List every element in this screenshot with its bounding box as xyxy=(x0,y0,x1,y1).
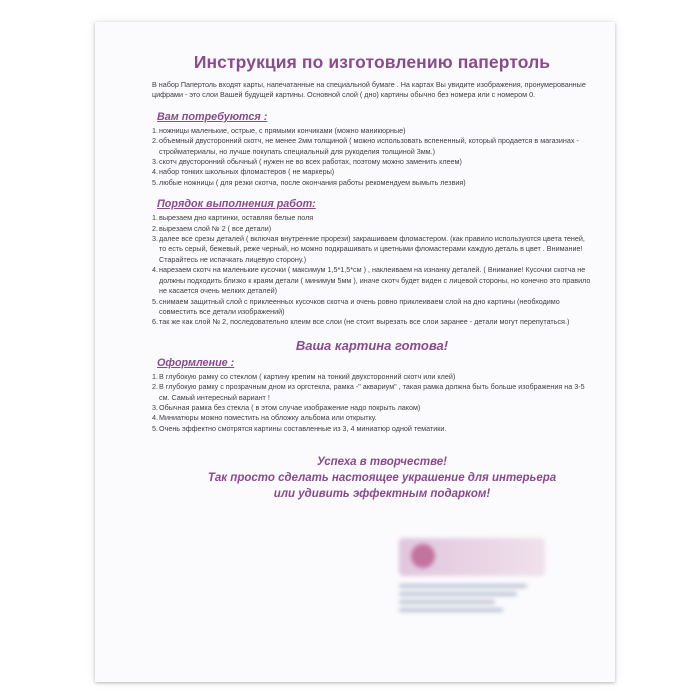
item-number: 5. xyxy=(152,423,158,433)
supplies-list xyxy=(152,126,592,188)
item-text: В глубокую рамку со стеклом ( картину крепим на тонкий двухсторонний скотч или клей) xyxy=(159,371,456,381)
contact-line xyxy=(399,584,527,588)
item-number: 2. xyxy=(152,382,158,392)
list-item xyxy=(152,126,592,136)
item-text: так же как слой № 2, последовательно клеим все слои (не стоит вырезать все слои заранее - детали могут перепутаться.) xyxy=(159,317,570,327)
item-number: 5. xyxy=(152,296,158,306)
ready-heading: Ваша картина готова! xyxy=(295,337,449,353)
item-number: 3. xyxy=(152,157,158,167)
item-number: 5. xyxy=(152,177,158,187)
item-number: 4. xyxy=(152,167,158,177)
contact-line xyxy=(399,592,517,596)
list-item xyxy=(152,224,592,234)
item-number: 6. xyxy=(152,317,158,327)
item-number: 2. xyxy=(152,136,158,146)
instruction-sheet xyxy=(95,22,615,682)
item-text: вырезаем дно картинки, оставляя белые поля xyxy=(159,213,314,223)
item-number: 3. xyxy=(152,402,158,412)
section-heading-supplies: Вам потребуются : xyxy=(157,110,268,123)
item-text: Миниатюры можно поместить на обложку альбома или открытку. xyxy=(159,413,377,423)
list-item xyxy=(152,382,592,403)
item-text: В глубокую рамку с прозрачным дном из оргстекла, рамка -" аквариум" , такая рамка должна быть больше изображения на 3-5 см. Самый интересный вариант ! xyxy=(159,382,585,402)
item-number: 3. xyxy=(152,234,158,244)
procedure-list xyxy=(152,213,592,327)
brand-logo xyxy=(393,532,553,632)
item-text: снимаем защитный слой с приклеенных кусочков скотча и очень ровно приклеиваем слой на дно картины (необходимо совместить все детали изображений) xyxy=(159,296,560,316)
section-heading-design: Оформление : xyxy=(157,356,235,369)
item-text: любые ножницы ( для резки скотча, после окончания работы рекомендуем вымыть лезвия) xyxy=(159,177,466,187)
item-text: далее все срезы деталей ( включая внутренние прорези) закрашиваем фломастером. (как правило используются цвета теней, то есть серый, бежевый, реже черный, но можно подкрашивать и цветными фломастерами каждую деталь в цвет . Внимание! Старайтесь не испачкать лицевую сторону.) xyxy=(159,234,585,264)
wish-line: или удивить эффектным подарком! xyxy=(273,488,491,501)
list-item xyxy=(152,157,592,167)
item-number: 4. xyxy=(152,413,158,423)
item-number: 1. xyxy=(152,371,158,381)
contact-line xyxy=(399,600,495,604)
list-item xyxy=(152,178,592,188)
item-text: вырезаем слой № 2 ( все детали) xyxy=(159,223,272,233)
list-item xyxy=(152,265,592,296)
contact-line xyxy=(399,608,503,612)
item-text: объемный двусторонний скотч, не менее 2мм толщиной ( можно использовать вспененный, который продается в магазинах - стройматериалы, но лучше покупать специальный для рукоделия толщиной 3мм.) xyxy=(159,136,579,156)
list-item xyxy=(152,234,592,265)
list-item xyxy=(152,372,592,382)
item-number: 1. xyxy=(152,213,158,223)
list-item xyxy=(152,167,592,177)
list-item xyxy=(152,297,592,318)
intro-paragraph: В набор Папертоль входят карты, напечатанные на специальной бумаге . На картах Вы увидите изображения, пронумерованные цифрами - это слои Вашей будущей картины. Основной слой ( дно) картины обычно без номера или с номером 0. xyxy=(152,80,586,100)
list-item xyxy=(152,424,592,434)
item-number: 2. xyxy=(152,223,158,233)
list-item xyxy=(152,403,592,413)
list-item xyxy=(152,136,592,157)
item-text: набор тонких школьных фломастеров ( не маркеры) xyxy=(159,167,335,177)
list-item xyxy=(152,317,592,327)
item-text: Очень эффектно смотрятся картины составленные из 3, 4 миниатюр одной тематики. xyxy=(159,423,447,433)
wish-line: Так просто сделать настоящее украшение для интерьера xyxy=(207,472,557,485)
closing-wishes xyxy=(172,454,592,502)
section-heading-procedure: Порядок выполнения работ: xyxy=(157,198,316,211)
sheet-content xyxy=(152,52,592,502)
list-item xyxy=(152,213,592,223)
item-number: 4. xyxy=(152,265,158,275)
item-text: ножницы маленькие, острые, с прямыми кончиками (можно маникюрные) xyxy=(159,125,406,135)
item-text: Обычная рамка без стекла ( в этом случае изображение надо покрыть лаком) xyxy=(159,402,421,412)
logo-emblem-icon xyxy=(411,544,435,568)
wish-line: Успеха в творчестве! xyxy=(317,456,447,469)
design-list xyxy=(152,372,592,434)
document-title: Инструкция по изготовлению папертоль xyxy=(193,52,551,72)
list-item xyxy=(152,413,592,423)
item-text: скотч двусторонний обычный ( нужен не во всех работах, поэтому можно заменить клеем) xyxy=(159,157,462,167)
item-number: 1. xyxy=(152,125,158,135)
item-text: нарезаем скотч на маленькие кусочки ( максимум 1,5*1,5*см ) , наклеиваем на изнанку деталей. ( Внимание! Кусочки скотча не должны подходить близко к краям детали ( минимум 5мм ), иначе скотч будет виден с лицевой стороны, но конечно это правило не касается очень мелких деталей) xyxy=(159,265,591,296)
